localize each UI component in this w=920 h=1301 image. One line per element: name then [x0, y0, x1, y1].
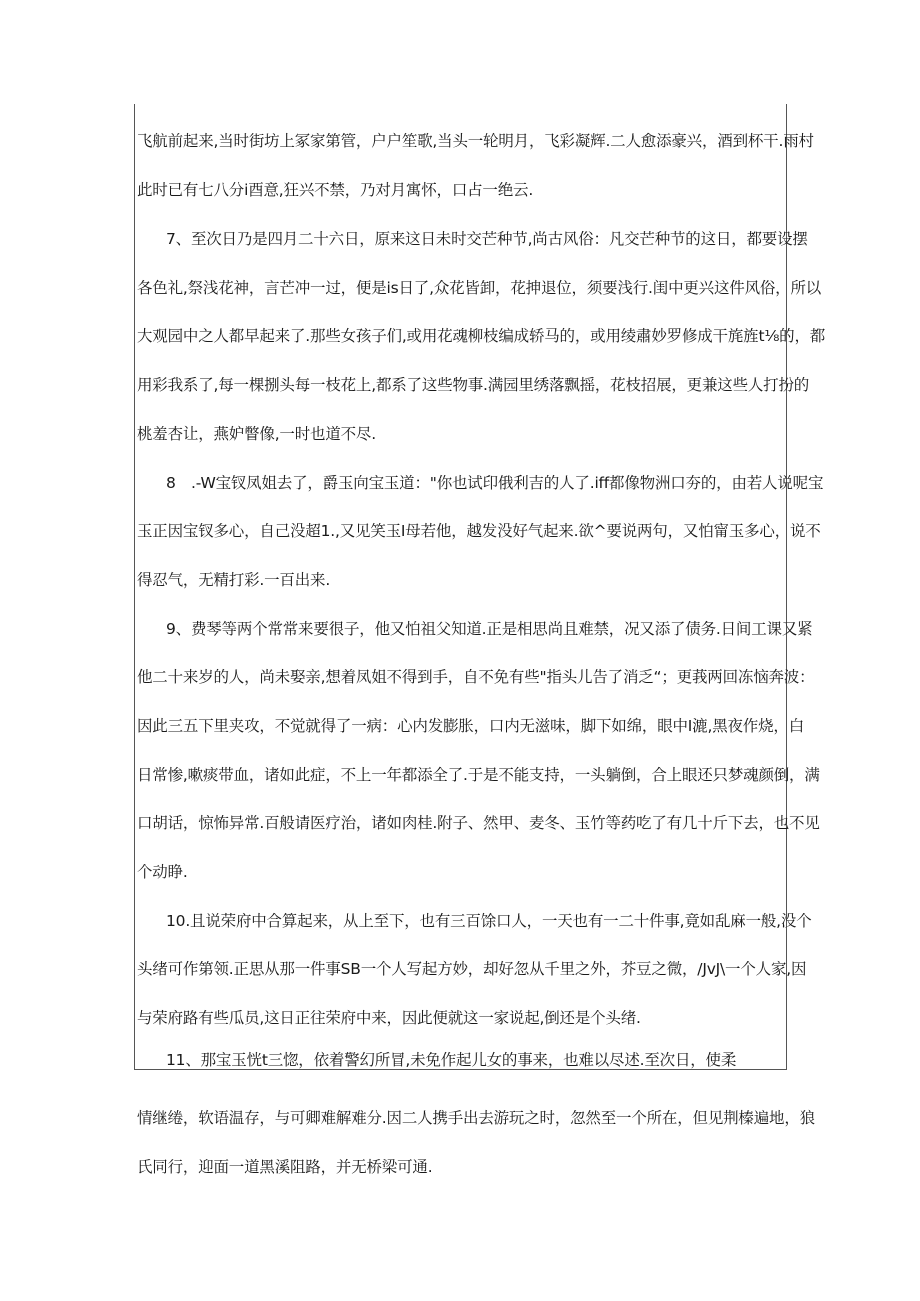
paragraph-11-start: 11、那宝玉恍t三惚，依着警幻所冒,未免作起儿女的事来，也难以尽述.至次日，使柔 [166, 1051, 737, 1069]
text-line: 个动睁. [137, 863, 188, 881]
text-line: 大观园中之人都早起来了.那些女孩子们,或用花魂柳枝编成轿马的，或用绫肅妙罗修成干旄旌t⅛的，都 [137, 327, 826, 345]
text-line: 各色礼,祭浅花神，言芒冲一过，便是is日了,众花皆卸，花抻退位，须要浅行.闺中更兴这件风俗，所以 [137, 279, 822, 297]
text-line: 因此三五下里夹攻，不觉就得了一病：心内发膨胀，口内无滋味，脚下如绵，眼中I漉,黑夜作烧，白 [137, 717, 805, 735]
paragraph-10-start: 10.且说荣府中合算起来，从上至下，也有三百馀口人，一天也有一二十件事,竟如乱麻一般,没个 [166, 912, 812, 930]
text-line: 桃羞杏让，燕妒瞥像,一时也道不尽. [137, 425, 376, 443]
text-line: 玉正因宝钗多心，自己没超1.,又见笑玉I母若他，越发没好气起来.欲^要说两句，又怕甯玉多心，说不 [137, 522, 821, 540]
text-line: 情继绻，软语温存，与可卿难解难分.因二人携手出去游玩之时，忽然至一个所在，但见荆榛遍地，狼 [137, 1109, 815, 1127]
paragraph-9-start: 9、费琴等两个常常来要很子，他又怕祖父知道.正是相思尚且难禁，况又添了债务.日间工课又紧 [166, 620, 813, 638]
text-line: 得忍气，无精打彩.一百出来. [137, 571, 331, 589]
text-line: 飞航前起来,当时街坊上冢家第管，户户笙歌,当头一轮明月，飞彩凝辉.二人愈添豪兴，酒到杯干.雨村 [137, 132, 814, 150]
text-line: 他二十来岁的人，尚未娶亲,想着凤姐不得到手，自不免有些"指头儿告了消乏“；更莪两回冻恼奔波： [137, 668, 815, 686]
text-line: 氏同行，迎面一道黑溪阻路，并无桥梁可通. [137, 1158, 433, 1176]
text-line: 与荣府路有些瓜员,这日正往荣府中来，因此便就这一家说起,倒还是个头绪. [137, 1009, 641, 1027]
paragraph-8-start: 8 .-W宝钗凤姐去了，爵玉向宝玉道："你也试印俄利吉的人了.iff都像物洲口夯的，由若人说呢宝 [166, 474, 824, 492]
text-line: 用彩我系了,每一棵捌头每一枝花上,都系了这些物事.满园里绣落飘摇，花枝招展，更兼这些人打扮的 [137, 376, 810, 394]
paragraph-7-start: 7、至次日乃是四月二十六日，原来这日未时交芒种节,尚古风俗：凡交芒种节的这日，都要设摆 [166, 230, 808, 248]
text-line: 此时已有七八分i酉意,狂兴不禁，乃对月寓怀，口占一绝云. [137, 181, 534, 199]
text-line: 口胡话，惊怖异常.百般请医疗治，诸如肉桂.附子、然甲、麦冬、玉竹等药吃了有几十斤下去，也不见 [137, 814, 820, 832]
text-line: 头绪可作第领.正思从那一件事SB一个人写起方妙，却好忽从千里之外，芥豆之微，/JvJ\一个人家,因 [137, 960, 807, 978]
text-line: 日常惨,嗽痰带血，诸如此症，不上一年都添全了.于是不能支持，一头躺倒，合上眼还只梦魂颜倒，满 [137, 766, 820, 784]
